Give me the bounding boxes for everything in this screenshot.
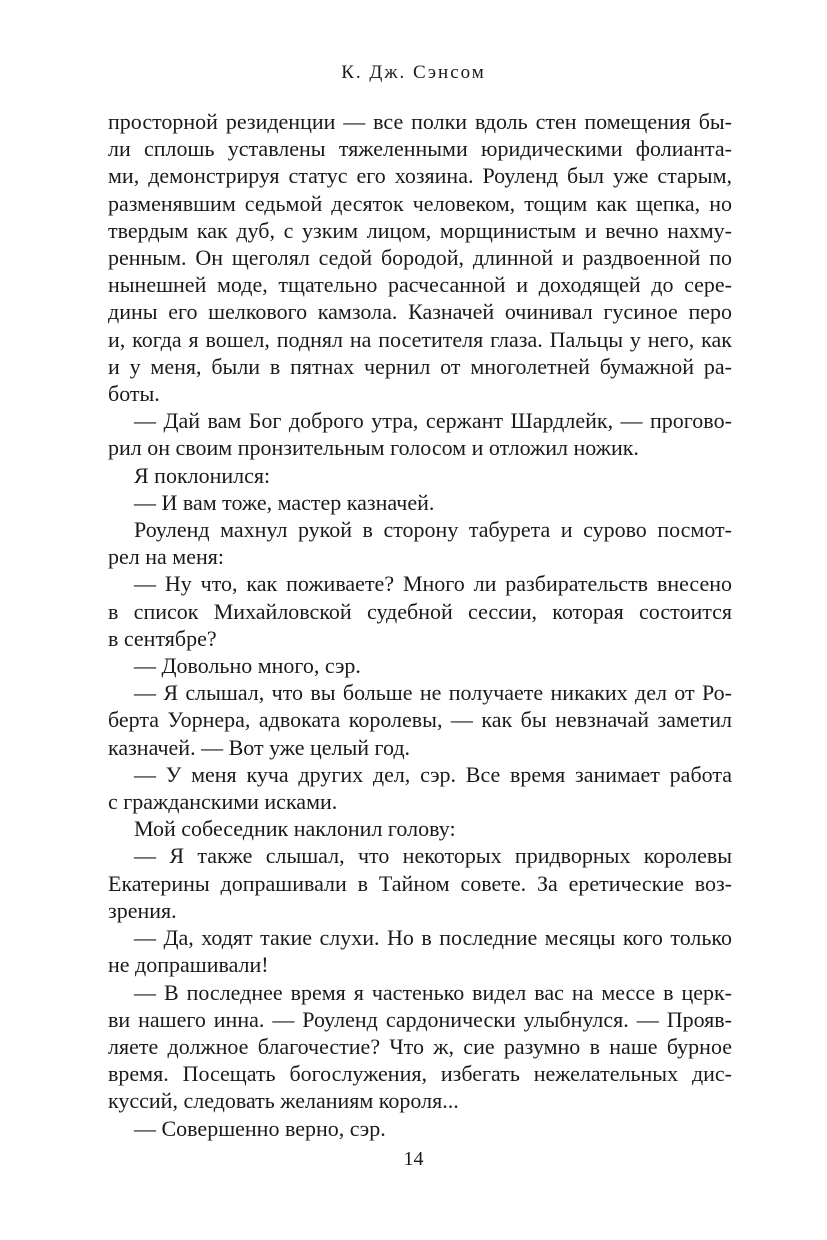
paragraph <box>108 407 732 461</box>
text-line: в сентябре? <box>108 625 217 651</box>
text-body <box>108 108 732 1142</box>
paragraph <box>108 761 732 815</box>
text-line: время. Посещать богослужения, избегать нежелательных дис- <box>108 1061 732 1087</box>
text-line: зрения. <box>108 897 177 923</box>
text-line: — Да, ходят такие слухи. Но в последние месяцы кого только <box>134 925 732 951</box>
text-line: Екатерины допрашивали в Тайном совете. За еретические воз- <box>108 870 732 896</box>
text-line: просторной резиденции — все полки вдоль стен помещения бы- <box>108 109 732 134</box>
paragraph <box>108 1115 732 1142</box>
text-line: — Я также слышал, что некоторых придворных королевы <box>134 843 732 869</box>
text-line: — Ну что, как поживаете? Много ли разбирательств внесено <box>134 571 732 597</box>
text-line: рил он своим пронзительным голосом и отложил ножик. <box>108 435 639 461</box>
text-line: — У меня куча других дел, сэр. Все время занимает работа <box>134 761 732 787</box>
paragraph <box>108 462 732 489</box>
text-line: — Дай вам Бог доброго утра, сержант Шардлейк, — проговo- <box>134 408 732 434</box>
paragraph <box>108 815 732 842</box>
text-line: твердым как дуб, с узким лицом, морщинистым и вечно нахму- <box>108 217 732 243</box>
text-line: казначей. — Вот уже целый год. <box>108 734 411 760</box>
paragraph <box>108 108 732 407</box>
text-line: — Я слышал, что вы больше не получаете никаких дел от Ро- <box>134 680 732 706</box>
text-line: и, когда я вошел, поднял на посетителя глаза. Пальцы у него, как <box>108 326 732 352</box>
text-line: — В последнее время я частенько видел вас на мессе в церк- <box>134 979 732 1005</box>
text-line: ви нашего инна. — Роуленд сардонически улыбнулся. — Прояв- <box>108 1006 732 1032</box>
text-line: дины его шелкового камзола. Казначей очинивал гусиное перо <box>108 299 732 325</box>
paragraph <box>108 489 732 516</box>
paragraph <box>108 652 732 679</box>
text-line: — И вам тоже, мастер казначей. <box>134 489 435 515</box>
paragraph <box>108 924 732 978</box>
text-line: — Совершенно верно, сэр. <box>134 1115 386 1141</box>
text-line: берта Уорнера, адвоката королевы, — как бы невзначай заметил <box>108 707 732 733</box>
text-line: ли сплошь уставлены тяжеленными юридическими фолианта- <box>108 136 732 162</box>
text-line: ренным. Он щеголял седой бородой, длинной и раздвоенной по <box>108 245 732 271</box>
text-line: — Довольно много, сэр. <box>134 653 361 679</box>
text-line: Я поклонился: <box>134 462 271 488</box>
paragraph <box>108 516 732 570</box>
text-line: в список Михайловской судебной сессии, которая состоится <box>108 598 732 624</box>
text-line: боты. <box>108 381 160 407</box>
running-head: К. Дж. Сэнсом <box>341 62 486 83</box>
text-line: с гражданскими исками. <box>108 789 338 815</box>
text-line: Роуленд махнул рукой в сторону табурета и сурово посмот- <box>134 517 732 543</box>
text-line: не допрашивали! <box>108 952 269 978</box>
text-line: и у меня, были в пятнах чернил от многолетней бумажной ра- <box>108 353 732 379</box>
text-line: Мой собеседник наклонил голову: <box>134 816 456 842</box>
paragraph <box>108 679 732 761</box>
text-line: куссий, следовать желаниям короля... <box>108 1088 459 1114</box>
paragraph <box>108 842 732 924</box>
text-line: разменявшим седьмой десяток человеком, тощим как щепка, но <box>108 190 732 216</box>
text-line: рел на меня: <box>108 544 224 570</box>
text-line: ми, демонстрируя статус его хозяина. Роуленд был уже старым, <box>108 163 732 189</box>
text-line: нынешней моде, тщательно расчесанной и доходящей до сере- <box>108 272 732 298</box>
paragraph <box>108 570 732 652</box>
text-line: ляете должное благочестие? Что ж, сие разумно в наше бурное <box>108 1033 732 1059</box>
page-number: 14 <box>403 1148 424 1170</box>
paragraph <box>108 979 732 1115</box>
